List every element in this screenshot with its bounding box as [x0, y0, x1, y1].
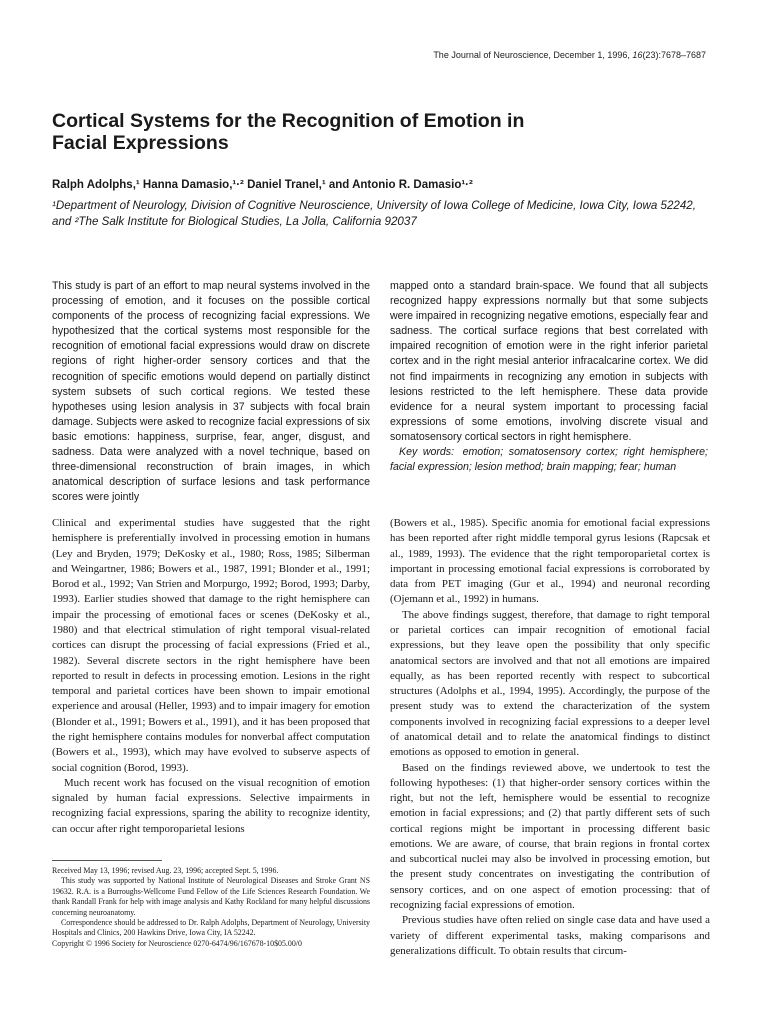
- body-paragraph: The above findings suggest, therefore, that damage to right temporal or parietal cortices can impair recognition of emotional facial expressions, but they leave open the possibility that only specific anatomical sectors are involved and that not all emotions are impaired equally, as has been reported recently with respect to subcortical structures (Adolphs et al., 1994, 1995). Accordingly, the purpose of the present study was to extend the characterization of the system components involved in recognizing facial expressions to a deeper level of anatomical detail and to relate the anatomical findings to distinct emotions as opposed to emotion in general.: [390, 608, 710, 759]
- body-paragraph: Clinical and experimental studies have suggested that the right hemisphere is preferentially involved in processing emotion in humans (Ley and Bryden, 1979; DeKosky et al., 1980; Ross, 1985; Silberman and Weingartner, 1986; Bowers et al., 1987, 1991; Blonder et al., 1991; Borod et al., 1992; Van Strien and Morpurgo, 1992; Borod, 1993; Darby, 1993). Earlier studies showed that damage to the right hemisphere can impair the processing of emotional faces or scenes (DeKosky et al., 1980) and that electrical stimulation of right temporal visual-related cortices can disrupt the processing of facial expressions (Fried et al., 1982). Several discrete sectors in the right hemisphere have been reported to result in defects in processing emotion. Lesions in the right temporal and parietal cortices have been shown to impair emotional experience and arousal (Heller, 1993) and to impair imagery for emotion (Blonder et al., 1991; Bowers et al., 1991), and it has been proposed that the right hemisphere contains modules for nonverbal affect computation (Bowers et al., 1993), which may have evolved to subserve aspects of social cognition (Borod, 1993).: [52, 517, 370, 774]
- footnotes: [52, 866, 370, 949]
- abstract-right-text: mapped onto a standard brain-space. We found that all subjects recognized happy expressions normally but that some subjects were impaired in recognizing negative emotions, especially fear and sadness. The cortical surface regions that best correlated with impaired recognition of emotion were in the right inferior parietal cortex and in the right mesial anterior infracalcarine cortex. We did not find impairments in recognizing any emotion in subjects with lesions restricted to the left hemisphere. These data provide evidence for a neural system important to processing facial expressions of some emotions, involving discrete visual and somatosensory cortical sectors in right hemisphere.: [390, 280, 708, 443]
- journal-citation-post: (23):7678–7687: [642, 50, 706, 60]
- abstract-left-column: This study is part of an effort to map neural systems involved in the processing of emotion, and it focuses on the possible cortical components of the process of recognizing facial expressions. We hypothesized that the cortical systems most responsible for the recognition of emotional facial expressions would draw on discrete regions of right higher-order sensory cortices and that the recognition of specific emotions would depend on partially distinct system subsets of such cortical regions. We tested these hypotheses using lesion analysis in 37 subjects with focal brain damage. Subjects were asked to recognize facial expressions of six basic emotions: happiness, surprise, fear, anger, disgust, and sadness. Data were analyzed with a novel technique, based on three-dimensional reconstruction of brain images, in which anatomical description of surface lesions and task performance scores were jointly: [52, 280, 370, 504]
- author-list: Ralph Adolphs,¹ Hanna Damasio,¹·² Daniel Tranel,¹ and Antonio R. Damasio¹·²: [52, 179, 473, 191]
- abstract-right-column: [390, 279, 708, 475]
- footnote-divider: [52, 860, 162, 861]
- title-line-1: Cortical Systems for the Recognition of Emotion in: [52, 110, 525, 132]
- journal-volume: 16: [632, 50, 643, 60]
- keywords-label: Key words:: [399, 446, 455, 459]
- body-right-column: [390, 516, 710, 959]
- footnote-copyright: Copyright © 1996 Society for Neuroscience 0270-6474/96/167678-10$05.00/0: [52, 938, 302, 948]
- keywords-list: emotion; somatosensory cortex; right hemisphere; facial expression; lesion method; brain mapping; fear; human: [390, 446, 708, 474]
- title-line-2: Facial Expressions: [52, 132, 229, 154]
- body-paragraph: Based on the findings reviewed above, we undertook to test the following hypotheses: (1) that higher-order sensory cortices within the right, but not the left, hemisphere would be essential to recognize emotion in facial expressions; and (2) that partly different sets of such cortical regions might be important in processing different basic emotions. We are aware, of course, that brain regions in frontal cortex and subcortical nuclei may also be involved in processing emotion, but the present study concentrates on investigating the contribution of sensory cortices, and on one aspect of emotion processing: that of recognizing facial expressions of emotion.: [390, 761, 710, 912]
- journal-citation-pre: The Journal of Neuroscience, December 1, 1996,: [433, 50, 633, 60]
- footnote-received: Received May 13, 1996; revised Aug. 23, 1996; accepted Sept. 5, 1996.: [52, 866, 279, 875]
- affiliations: ¹Department of Neurology, Division of Cognitive Neuroscience, University of Iowa College of Medicine, Iowa City, Iowa 52242, and ²The Salk Institute for Biological Studies, La Jolla, California 92037: [52, 199, 696, 228]
- paper-title: [52, 110, 692, 154]
- body-paragraph: (Bowers et al., 1985). Specific anomia for emotional facial expressions has been reported after right middle temporal gyrus lesions (Rapcsak et al., 1989, 1993). The evidence that the right temporoparietal cortex is important in processing emotional facial expressions is corroborated by data from PET imaging (Gur et al., 1994) and neuronal recording (Ojemann et al., 1992) in humans.: [390, 517, 710, 606]
- journal-citation: [433, 50, 706, 60]
- footnote-support: This study was supported by National Institute of Neurological Diseases and Stroke Grant NS 19632. R.A. is a Burroughs-Wellcome Fund Fellow of the Life Sciences Research Foundation. We thank Randall Frank for help with image analysis and Kathy Rockland for many helpful discussions concerning neuroanatomy.: [52, 876, 370, 917]
- keywords: [390, 445, 708, 475]
- footnote-correspondence: Correspondence should be addressed to Dr. Ralph Adolphs, Department of Neurology, University Hospitals and Clinics, 200 Hawkins Drive, Iowa City, IA 52242.: [52, 918, 370, 938]
- body-left-column: [52, 516, 370, 837]
- body-paragraph: Much recent work has focused on the visual recognition of emotion signaled by human facial expressions. Selective impairments in recognizing facial expressions, sparing the ability to recognize identity, can occur after right temporoparietal lesions: [52, 776, 370, 835]
- body-paragraph: Previous studies have often relied on single case data and have used a variety of different experimental tasks, making comparisons and generalizations difficult. To obtain results that circum-: [390, 914, 710, 957]
